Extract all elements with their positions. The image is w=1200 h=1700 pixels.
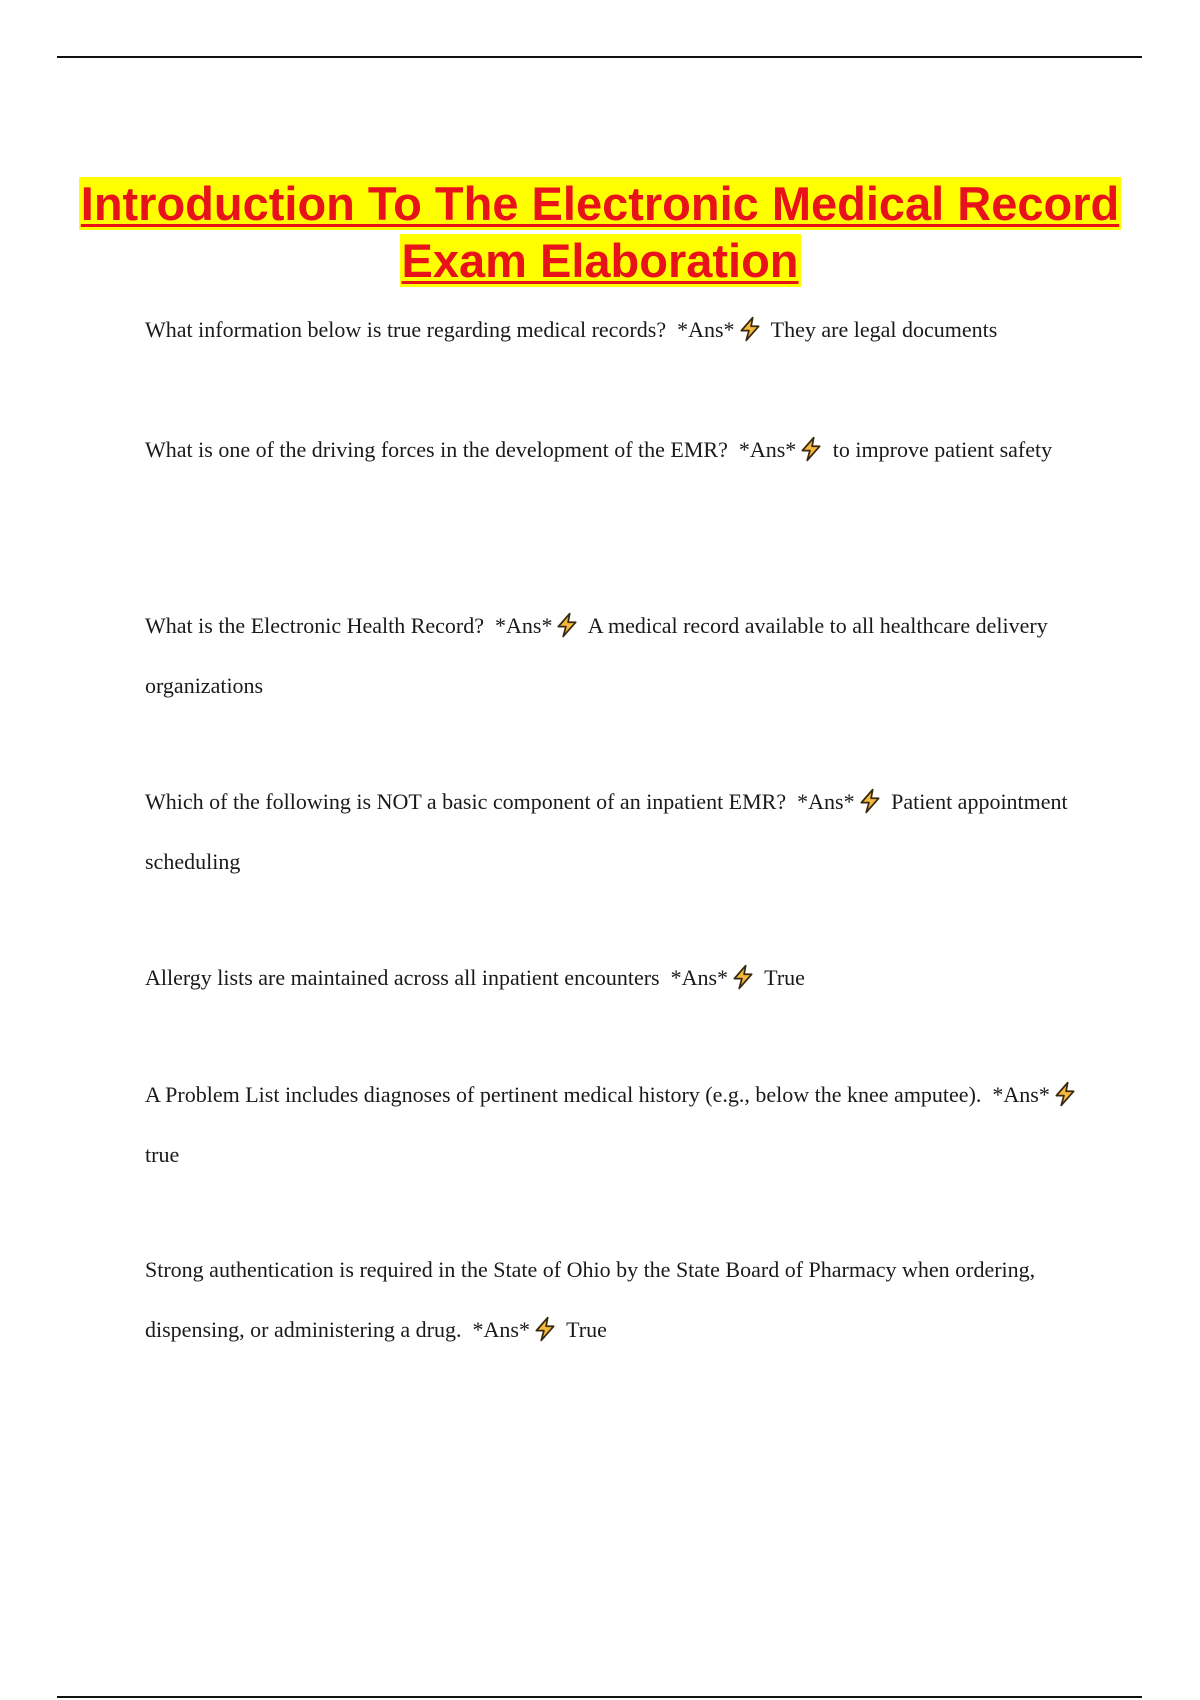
qa-item (145, 772, 1085, 892)
answer-marker: *Ans* (670, 965, 729, 990)
answer-marker: *Ans* (472, 1317, 530, 1342)
qa-item (145, 420, 1085, 480)
answer-marker: *Ans* (797, 789, 855, 814)
lightning-bolt-icon (798, 436, 824, 462)
question-text: What information below is true regarding medical records? (145, 317, 667, 342)
lightning-bolt-icon (532, 1316, 558, 1342)
question-text: What is the Electronic Health Record? (145, 613, 485, 638)
answer-text: True (764, 965, 805, 990)
top-rule (57, 56, 1142, 58)
answer-text: true (145, 1142, 180, 1167)
page-title-text: Introduction To The Electronic Medical Record Exam Elaboration (80, 177, 1120, 288)
lightning-bolt-icon (1052, 1081, 1078, 1107)
qa-item (145, 1065, 1085, 1185)
answer-marker: *Ans* (677, 317, 735, 342)
answer-text: to improve patient safety (832, 437, 1053, 462)
answer-marker: *Ans* (495, 613, 553, 638)
answer-marker: *Ans* (738, 437, 797, 462)
qa-item (145, 596, 1085, 716)
question-text: What is one of the driving forces in the development of the EMR? (145, 437, 728, 462)
answer-marker: *Ans* (992, 1082, 1050, 1107)
qa-item (145, 1240, 1085, 1360)
lightning-bolt-icon (737, 316, 763, 342)
answer-text: True (566, 1317, 607, 1342)
question-text: Which of the following is NOT a basic component of an inpatient EMR? (145, 789, 787, 814)
answer-text: A medical record available to all healthcare delivery organizations (145, 613, 1048, 698)
question-text: Allergy lists are maintained across all inpatient encounters (145, 965, 660, 990)
lightning-bolt-icon (554, 612, 580, 638)
qa-item (145, 948, 1085, 1008)
answer-text: They are legal documents (770, 317, 998, 342)
question-text: A Problem List includes diagnoses of pertinent medical history (e.g., below the knee amputee). (145, 1082, 982, 1107)
qa-item (145, 300, 1085, 360)
lightning-bolt-icon (730, 964, 756, 990)
page-title (60, 175, 1140, 289)
answer-text: Patient appointment scheduling (145, 789, 1068, 874)
bottom-rule (57, 1696, 1142, 1698)
lightning-bolt-icon (857, 788, 883, 814)
question-text: Strong authentication is required in the State of Ohio by the State Board of Pharmacy when ordering, dispensing, or administering a drug. (145, 1257, 1036, 1342)
